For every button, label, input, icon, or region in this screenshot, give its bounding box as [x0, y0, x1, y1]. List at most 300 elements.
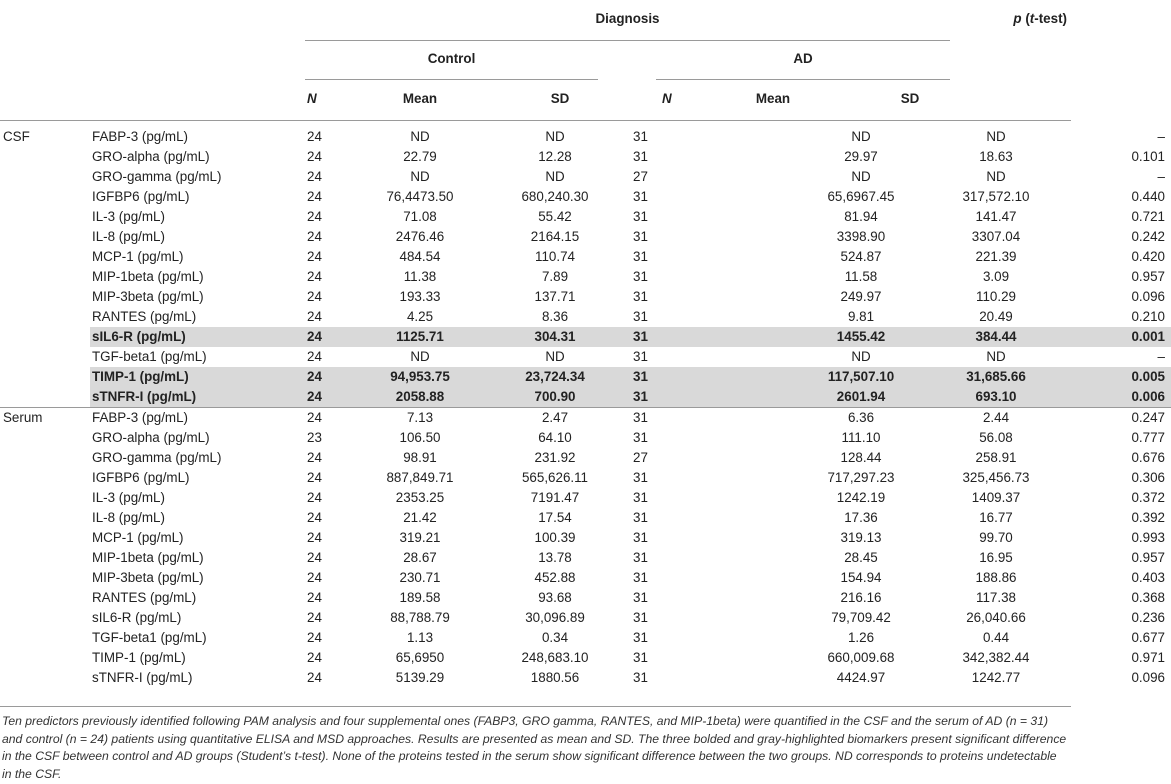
row-protein-name: TGF-beta1 (pg/mL) [92, 349, 207, 364]
table-body [0, 127, 1171, 688]
table-row [0, 347, 1171, 367]
ad-mean-cell: 81.94 [844, 209, 878, 224]
row-protein-name: IGFBP6 (pg/mL) [92, 470, 190, 485]
p-value-cell: 0.993 [1131, 530, 1165, 545]
row-protein-name: MIP-3beta (pg/mL) [92, 570, 204, 585]
ad-n-cell: 31 [625, 327, 796, 347]
control-sd-cell: 93.68 [538, 590, 572, 605]
ad-sd-cell: 18.63 [979, 149, 1013, 164]
ad-mean-cell: 2601.94 [796, 387, 926, 408]
control-n-cell: 24 [307, 610, 322, 625]
ad-mean-cell: 4424.97 [836, 670, 886, 685]
control-n-cell: 24 [307, 209, 322, 224]
ad-sd-cell: 117.38 [976, 590, 1016, 605]
ad-n-cell: 31 [633, 189, 648, 204]
row-protein-name: GRO-alpha (pg/mL) [92, 430, 210, 445]
ad-n-cell: 27 [633, 169, 648, 184]
table-row [0, 267, 1171, 287]
ad-sd-cell: 26,040.66 [966, 610, 1026, 625]
control-n-cell: 23 [307, 430, 322, 445]
ad-sd-cell: ND [986, 349, 1006, 364]
ad-mean-cell: 29.97 [844, 149, 878, 164]
ad-sd-cell: 258.91 [975, 450, 1017, 465]
ad-n-cell: 31 [633, 229, 648, 244]
ad-mean-cell: 319.13 [840, 530, 882, 545]
row-group-label [0, 327, 90, 347]
row-group-label [0, 207, 90, 227]
control-mean-cell: 319.21 [399, 530, 441, 545]
p-value-cell: 0.777 [1131, 430, 1165, 445]
control-sd-cell: 100.39 [534, 530, 576, 545]
p-value-cell: 0.101 [1131, 149, 1165, 164]
control-mean-cell: 2476.46 [395, 229, 445, 244]
control-mean-cell: 1.13 [406, 630, 434, 645]
control-sd-cell: 8.36 [541, 309, 569, 324]
control-sd-cell: 13.78 [538, 550, 572, 565]
ad-underline [656, 79, 950, 80]
ad-mean-cell: 111.10 [841, 430, 881, 445]
ad-sd-cell: ND [986, 129, 1006, 144]
control-n-cell: 24 [307, 530, 322, 545]
control-mean-cell: 88,788.79 [390, 610, 450, 625]
control-n-cell: 24 [307, 490, 322, 505]
control-mean-cell: 484.54 [399, 249, 441, 264]
control-sd-cell: 137.71 [534, 289, 576, 304]
table-row [0, 287, 1171, 307]
ad-mean-cell: 17.36 [844, 510, 878, 525]
row-protein-name: FABP-3 (pg/mL) [90, 408, 305, 429]
p-value-cell: – [1157, 349, 1165, 364]
p-value-cell: 0.403 [1131, 570, 1165, 585]
table-row [0, 227, 1171, 247]
control-mean-cell: 1125.71 [355, 327, 485, 347]
ad-mean-cell: 1242.19 [836, 490, 886, 505]
table-row [0, 588, 1171, 608]
ad-mean-cell: 1.26 [847, 630, 875, 645]
row-group-label [0, 307, 90, 327]
p-value-cell: 0.210 [1131, 309, 1165, 324]
control-n-cell: 24 [307, 570, 322, 585]
ad-sd-cell: 16.77 [979, 510, 1013, 525]
ad-sd-cell: 384.44 [926, 327, 1066, 347]
ad-n-cell: 31 [633, 510, 648, 525]
ad-sd-cell: 3307.04 [971, 229, 1021, 244]
table-footnote: Ten predictors previously identified following PAM analysis and four supplemental ones (FABP3, GRO gamma, RANTES, and MIP-1beta) were quantified in the CSF and the serum of AD (n = 31) and control (n = 24) patients using quantitative ELISA and MSD approaches. Results are presented as mean and SD. The three bolded and gray-highlighted biomarkers present significant difference in the CSF between control and AD groups (Student’s t-test). None of the proteins tested in the serum show significant difference between the two groups. ND corresponds to proteins undetectable in the CSF. [2, 714, 1067, 781]
row-group-label [0, 528, 90, 548]
header-bottom-rule [0, 120, 1071, 121]
p-value-cell: – [1157, 169, 1165, 184]
ad-sd-cell: 317,572.10 [962, 189, 1030, 204]
ad-mean-cell: 117,507.10 [796, 367, 926, 387]
control-mean-cell: 65,6950 [395, 650, 445, 665]
control-n-cell: 24 [307, 229, 322, 244]
p-value-cell: 0.247 [1066, 408, 1171, 429]
table-row [0, 167, 1171, 187]
ad-n-cell: 31 [633, 129, 648, 144]
control-sd-cell: 565,626.11 [521, 470, 589, 485]
row-protein-name: MCP-1 (pg/mL) [92, 530, 184, 545]
control-underline [305, 79, 598, 80]
row-protein-name: TIMP-1 (pg/mL) [92, 650, 186, 665]
p-value-cell: 0.957 [1131, 269, 1165, 284]
control-sd-cell: 55.42 [538, 209, 572, 224]
row-protein-name: RANTES (pg/mL) [92, 590, 197, 605]
ad-n-cell: 31 [633, 570, 648, 585]
row-group-label [0, 167, 90, 187]
row-group-label [0, 468, 90, 488]
row-protein-name: GRO-alpha (pg/mL) [92, 149, 210, 164]
control-sd-cell: ND [545, 349, 565, 364]
table-row [0, 207, 1171, 227]
row-group-label [0, 227, 90, 247]
control-sd-cell: 23,724.34 [485, 367, 625, 387]
ad-sd-cell: 31,685.66 [926, 367, 1066, 387]
control-sd-cell: 231.92 [534, 450, 576, 465]
ad-sd-cell: 110.29 [976, 289, 1016, 304]
control-n-cell: 24 [305, 408, 355, 429]
control-n-cell: 24 [307, 169, 322, 184]
p-value-cell: 0.005 [1066, 367, 1171, 387]
row-group-label [0, 668, 90, 688]
control-n-cell: 24 [307, 349, 322, 364]
table-row [0, 548, 1171, 568]
ad-mean-cell: 128.44 [840, 450, 882, 465]
row-group-label [0, 648, 90, 668]
p-value-header-t: t [1029, 11, 1035, 26]
table-row [0, 408, 1171, 429]
p-value-cell: 0.957 [1131, 550, 1165, 565]
ad-sd-cell: 342,382.44 [962, 650, 1030, 665]
control-mean-cell: 2058.88 [355, 387, 485, 408]
ad-n-cell: 31 [633, 530, 648, 545]
table-row [0, 668, 1171, 688]
ad-sd-cell: 693.10 [926, 387, 1066, 408]
control-sd-cell: ND [545, 129, 565, 144]
p-value-header-suffix: -test) [1034, 11, 1067, 26]
control-n-cell: 24 [305, 327, 355, 347]
control-sd-cell: 110.74 [535, 249, 575, 264]
control-sd-cell: 7.89 [541, 269, 569, 284]
control-n-cell: 24 [307, 289, 322, 304]
p-value-cell: – [1157, 129, 1165, 144]
ad-mean-cell: ND [851, 349, 871, 364]
ad-n-cell: 31 [625, 387, 796, 408]
row-protein-name: IL-3 (pg/mL) [92, 209, 165, 224]
control-mean-cell: 230.71 [399, 570, 441, 585]
control-mean-cell: 2353.25 [395, 490, 445, 505]
ad-mean-header: Mean [755, 91, 791, 106]
ad-n-cell: 31 [633, 309, 648, 324]
control-mean-cell: 189.58 [399, 590, 441, 605]
p-value-cell: 0.676 [1131, 450, 1165, 465]
control-n-cell: 24 [307, 249, 322, 264]
row-protein-name: TGF-beta1 (pg/mL) [92, 630, 207, 645]
p-value-cell: 0.971 [1131, 650, 1165, 665]
ad-sd-cell: 1242.77 [971, 670, 1021, 685]
data-table [0, 127, 1171, 688]
ad-mean-cell: 717,297.23 [827, 470, 895, 485]
control-sd-cell: 30,096.89 [525, 610, 585, 625]
control-mean-header: Mean [402, 91, 438, 106]
control-n-cell: 24 [305, 367, 355, 387]
ad-n-cell: 31 [633, 650, 648, 665]
control-sd-cell: 2164.15 [530, 229, 580, 244]
p-value-cell: 0.721 [1131, 209, 1165, 224]
control-n-cell: 24 [307, 630, 322, 645]
table-bottom-rule [0, 706, 1071, 707]
control-mean-cell: 193.33 [399, 289, 441, 304]
ad-header: AD [793, 51, 813, 66]
ad-n-cell: 31 [633, 249, 648, 264]
row-group-label [0, 588, 90, 608]
ad-n-cell: 31 [633, 430, 648, 445]
ad-n-cell: 31 [633, 670, 648, 685]
p-value-cell: 0.096 [1131, 289, 1165, 304]
row-protein-name: MIP-1beta (pg/mL) [92, 269, 204, 284]
ad-mean-cell: 11.58 [844, 269, 878, 284]
ad-sd-cell: 0.44 [982, 630, 1010, 645]
ad-n-cell: 31 [633, 630, 648, 645]
row-group-label [0, 628, 90, 648]
row-group-label [0, 347, 90, 367]
row-group-label [0, 147, 90, 167]
row-protein-name: IL-8 (pg/mL) [92, 510, 165, 525]
row-protein-name: MIP-1beta (pg/mL) [92, 550, 204, 565]
row-protein-name: sTNFR-I (pg/mL) [90, 387, 305, 408]
row-group-label [0, 367, 90, 387]
ad-sd-cell: 221.39 [975, 249, 1017, 264]
ad-n-cell: 31 [633, 590, 648, 605]
control-mean-cell: ND [410, 169, 430, 184]
control-n-cell: 24 [307, 309, 322, 324]
ad-n-cell: 31 [625, 408, 796, 429]
diagnosis-underline [305, 40, 950, 41]
ad-n-cell: 31 [633, 610, 648, 625]
control-sd-cell: 0.34 [541, 630, 569, 645]
table-row [0, 187, 1171, 207]
row-protein-name: FABP-3 (pg/mL) [92, 129, 188, 144]
row-group-label [0, 488, 90, 508]
control-n-cell: 24 [307, 269, 322, 284]
ad-mean-cell: 154.94 [840, 570, 882, 585]
row-group-label [0, 287, 90, 307]
table-row [0, 628, 1171, 648]
control-n-cell: 24 [307, 550, 322, 565]
diagnosis-header: Diagnosis [595, 11, 660, 26]
table-row [0, 387, 1171, 408]
control-n-cell: 24 [307, 670, 322, 685]
table-row [0, 147, 1171, 167]
control-mean-cell: 106.50 [399, 430, 441, 445]
table-row [0, 367, 1171, 387]
control-mean-cell: 21.42 [403, 510, 437, 525]
ad-mean-cell: 1455.42 [796, 327, 926, 347]
control-mean-cell: ND [410, 349, 430, 364]
table-row [0, 448, 1171, 468]
row-group-label [0, 428, 90, 448]
row-protein-name: MIP-3beta (pg/mL) [92, 289, 204, 304]
control-n-cell: 24 [307, 189, 322, 204]
table-row [0, 508, 1171, 528]
row-protein-name: sIL6-R (pg/mL) [92, 610, 182, 625]
ad-sd-cell: ND [986, 169, 1006, 184]
row-group-label: CSF [3, 129, 30, 144]
control-mean-cell: 22.79 [403, 149, 437, 164]
table-row [0, 528, 1171, 548]
ad-sd-cell: 188.86 [975, 570, 1017, 585]
ad-sd-cell: 3.09 [982, 269, 1010, 284]
ad-mean-cell: 660,009.68 [827, 650, 895, 665]
row-group-label [0, 187, 90, 207]
ad-mean-cell: 79,709.42 [831, 610, 891, 625]
table-row [0, 247, 1171, 267]
ad-mean-cell: 6.36 [796, 408, 926, 429]
control-sd-cell: 2.47 [485, 408, 625, 429]
control-sd-cell: 64.10 [538, 430, 572, 445]
control-n-cell: 24 [307, 149, 322, 164]
control-mean-cell: 28.67 [403, 550, 437, 565]
p-value-header-open: ( [1021, 11, 1030, 26]
control-mean-cell: 7.13 [355, 408, 485, 429]
ad-sd-cell: 325,456.73 [962, 470, 1030, 485]
row-group-label [0, 548, 90, 568]
control-n-cell: 24 [307, 129, 322, 144]
table-row [0, 568, 1171, 588]
row-protein-name: IL-8 (pg/mL) [92, 229, 165, 244]
p-value-header-p: p [1013, 11, 1022, 26]
table-row [0, 428, 1171, 448]
ad-n-cell: 31 [625, 367, 796, 387]
table-row [0, 307, 1171, 327]
control-mean-cell: ND [410, 129, 430, 144]
p-value-cell: 0.677 [1131, 630, 1165, 645]
control-mean-cell: 4.25 [406, 309, 434, 324]
ad-sd-cell: 141.47 [975, 209, 1017, 224]
ad-sd-cell: 16.95 [979, 550, 1013, 565]
row-group-label [0, 508, 90, 528]
ad-n-header: N [662, 91, 672, 106]
control-n-cell: 24 [305, 387, 355, 408]
control-sd-header: SD [550, 91, 570, 106]
table-row [0, 648, 1171, 668]
ad-mean-cell: 216.16 [840, 590, 882, 605]
ad-n-cell: 27 [633, 450, 648, 465]
table-row [0, 488, 1171, 508]
control-sd-cell: 248,683.10 [521, 650, 589, 665]
ad-mean-cell: 249.97 [840, 289, 882, 304]
control-mean-cell: 94,953.75 [355, 367, 485, 387]
control-sd-cell: 304.31 [485, 327, 625, 347]
control-sd-cell: 700.90 [485, 387, 625, 408]
p-value-header [975, 11, 1071, 26]
p-value-cell: 0.006 [1066, 387, 1171, 408]
control-mean-cell: 71.08 [403, 209, 437, 224]
ad-sd-cell: 2.44 [926, 408, 1066, 429]
row-group-label [0, 247, 90, 267]
ad-mean-cell: 524.87 [840, 249, 882, 264]
control-sd-cell: 17.54 [538, 510, 572, 525]
row-protein-name: GRO-gamma (pg/mL) [92, 450, 222, 465]
row-protein-name: GRO-gamma (pg/mL) [92, 169, 222, 184]
ad-n-cell: 31 [633, 209, 648, 224]
ad-sd-cell: 56.08 [979, 430, 1013, 445]
row-protein-name: IL-3 (pg/mL) [92, 490, 165, 505]
p-value-cell: 0.236 [1131, 610, 1165, 625]
ad-n-cell: 31 [633, 269, 648, 284]
ad-mean-cell: 9.81 [847, 309, 875, 324]
control-n-header: N [307, 91, 317, 106]
control-n-cell: 24 [307, 470, 322, 485]
control-mean-cell: 98.91 [403, 450, 437, 465]
row-protein-name: RANTES (pg/mL) [92, 309, 197, 324]
ad-mean-cell: ND [851, 129, 871, 144]
row-protein-name: sTNFR-I (pg/mL) [92, 670, 193, 685]
ad-n-cell: 31 [633, 550, 648, 565]
control-sd-cell: 1880.56 [530, 670, 580, 685]
ad-mean-cell: 28.45 [844, 550, 878, 565]
ad-mean-cell: ND [851, 169, 871, 184]
p-value-cell: 0.306 [1131, 470, 1165, 485]
p-value-cell: 0.096 [1131, 670, 1165, 685]
table-row [0, 608, 1171, 628]
ad-mean-cell: 3398.90 [836, 229, 886, 244]
row-protein-name: MCP-1 (pg/mL) [92, 249, 184, 264]
p-value-cell: 0.001 [1066, 327, 1171, 347]
control-sd-cell: 452.88 [534, 570, 576, 585]
control-header: Control [427, 51, 476, 66]
row-protein-name: TIMP-1 (pg/mL) [90, 367, 305, 387]
p-value-cell: 0.420 [1131, 249, 1165, 264]
control-mean-cell: 76,4473.50 [386, 189, 454, 204]
ad-n-cell: 31 [633, 490, 648, 505]
ad-sd-cell: 99.70 [979, 530, 1013, 545]
row-protein-name: IGFBP6 (pg/mL) [92, 189, 190, 204]
control-mean-cell: 887,849.71 [386, 470, 454, 485]
control-sd-cell: 12.28 [538, 149, 572, 164]
ad-sd-cell: 20.49 [979, 309, 1013, 324]
ad-n-cell: 31 [633, 149, 648, 164]
p-value-cell: 0.392 [1131, 510, 1165, 525]
row-group-label [0, 448, 90, 468]
p-value-cell: 0.440 [1131, 189, 1165, 204]
table-row [0, 127, 1171, 147]
control-n-cell: 24 [307, 510, 322, 525]
row-group-label: Serum [0, 408, 90, 429]
ad-n-cell: 31 [633, 470, 648, 485]
row-group-label [0, 608, 90, 628]
control-sd-cell: 680,240.30 [521, 189, 589, 204]
p-value-cell: 0.368 [1131, 590, 1165, 605]
row-group-label [0, 267, 90, 287]
control-n-cell: 24 [307, 590, 322, 605]
row-group-label [0, 568, 90, 588]
control-sd-cell: 7191.47 [530, 490, 580, 505]
table-row [0, 327, 1171, 347]
control-n-cell: 24 [307, 650, 322, 665]
row-group-label [0, 387, 90, 408]
row-protein-name: sIL6-R (pg/mL) [90, 327, 305, 347]
ad-sd-cell: 1409.37 [971, 490, 1021, 505]
control-mean-cell: 5139.29 [395, 670, 445, 685]
ad-sd-header: SD [900, 91, 920, 106]
p-value-cell: 0.242 [1131, 229, 1165, 244]
table-row [0, 468, 1171, 488]
ad-n-cell: 31 [633, 289, 648, 304]
control-n-cell: 24 [307, 450, 322, 465]
p-value-cell: 0.372 [1131, 490, 1165, 505]
ad-n-cell: 31 [633, 349, 648, 364]
control-sd-cell: ND [545, 169, 565, 184]
